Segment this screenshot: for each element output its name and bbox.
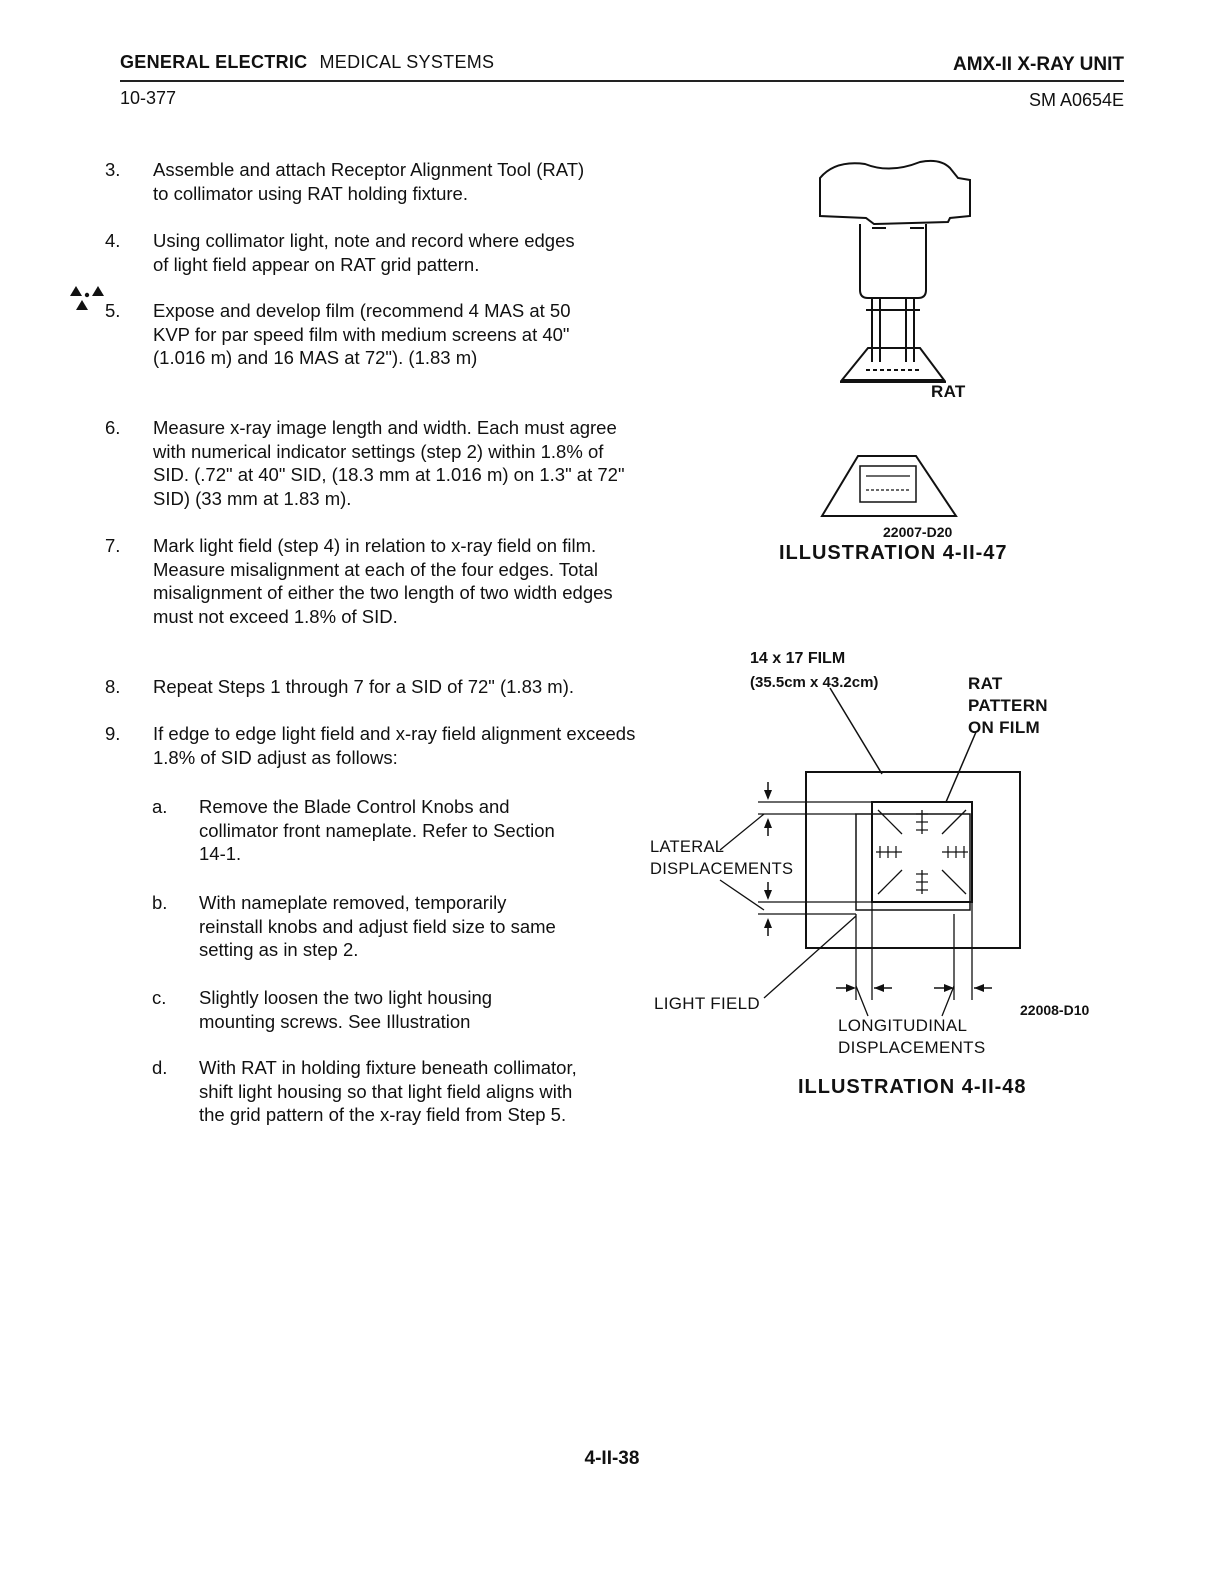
step-number: 8. [105,676,121,697]
step-8 [105,675,665,699]
lateral-label-1: LATERAL [650,838,725,856]
light-field-outline [856,814,970,910]
header-company [120,52,494,73]
step-number: 5. [105,300,121,321]
step-text: Using collimator light, note and record where edges of light field appear on RAT grid pattern. [153,230,575,275]
film-size-metric: (35.5cm x 43.2cm) [750,674,879,691]
lateral-label-2: DISPLACEMENTS [650,860,794,878]
step-6 [105,416,665,510]
substep-letter: a. [152,796,168,817]
substep-a [152,795,612,866]
rat-tool [842,348,944,380]
substep-d [152,1056,612,1127]
substep-text: With RAT in holding fixture beneath collimator, shift light housing so that light field aligns with the grid pattern of the x-ray field from Step 5. [199,1057,577,1125]
substep-b [152,891,612,962]
fig47-caption: ILLUSTRATION 4-II-47 [779,542,1008,564]
step-4 [105,229,665,276]
substep-letter: d. [152,1057,168,1078]
step-text: Mark light field (step 4) in relation to x-ray field on film. Measure misalignment at each of the four edges. Total misalignment of either the two length of two width edges must not exceed 1.8% of SID. [153,535,613,627]
substep-letter: c. [152,987,167,1008]
radiation-warning-icon [70,284,104,318]
doc-number: 10-377 [120,88,177,108]
longitudinal-label-1: LONGITUDINAL [838,1016,968,1035]
step-number: 3. [105,159,121,180]
rat-film-plate [822,456,956,516]
division-name: MEDICAL SYSTEMS [319,52,495,72]
rat-pattern-label-1: RAT [968,674,1003,693]
step-number: 6. [105,417,121,438]
fig47-ref-code: 22007-D20 [883,524,953,540]
rat-grid-pattern [860,466,916,502]
rat-pattern-label-2: PATTERN [968,696,1048,715]
film-size-label: 14 x 17 FILM [750,650,846,667]
manual-number: SM A0654E [1028,90,1124,110]
step-number: 9. [105,723,121,744]
step-text: If edge to edge light field and x-ray field alignment exceeds 1.8% of SID adjust as follows: [153,723,636,768]
step-3 [105,158,665,205]
substep-text: Remove the Blade Control Knobs and collimator front nameplate. Refer to Section 14-1. [199,796,555,864]
step-text: Repeat Steps 1 through 7 for a SID of 72" (1.83 m). [153,676,574,697]
rat-label: RAT [931,382,966,401]
figure-drawings [640,150,1120,1110]
substep-text: With nameplate removed, temporarily reinstall knobs and adjust field size to same setting as in step 2. [199,892,556,960]
collimator-body [860,224,926,298]
step-number: 4. [105,230,121,251]
step-9 [105,722,665,769]
substep-text: Slightly loosen the two light housing mounting screws. See Illustration [199,987,493,1032]
step-7 [105,534,665,628]
step-text: Expose and develop film (recommend 4 MAS at 50 KVP for par speed film with medium screens at 40" (1.016 m) and 16 MAS at 72"). (1.83 m) [153,300,571,368]
page-number: 4-II-38 [584,1448,640,1469]
substep-letter: b. [152,892,168,913]
rat-pattern-label-3: ON FILM [968,718,1040,737]
product-title: AMX-II X-RAY UNIT [952,54,1124,75]
fig48-caption: ILLUSTRATION 4-II-48 [798,1076,1027,1098]
figures-column [640,150,1120,1110]
film-outline [806,772,1020,948]
fig48-ref-code: 22008-D10 [1020,1002,1090,1018]
step-5 [105,299,665,370]
company-name: GENERAL ELECTRIC [120,52,308,72]
collimator-housing [820,161,970,224]
light-field-label: LIGHT FIELD [654,994,760,1013]
step-number: 7. [105,535,121,556]
header-rule [120,80,1124,82]
longitudinal-label-2: DISPLACEMENTS [838,1038,986,1057]
step-text: Measure x-ray image length and width. Each must agree with numerical indicator settings (step 2) within 1.8% of SID. (.72" at 40" SID, (18.3 mm at 1.016 m) on 1.3" at 72" SID) (33 mm at 1.83 m). [153,417,625,509]
substep-c [152,986,612,1033]
step-text: Assemble and attach Receptor Alignment Tool (RAT) to collimator using RAT holding fixture. [153,159,585,204]
